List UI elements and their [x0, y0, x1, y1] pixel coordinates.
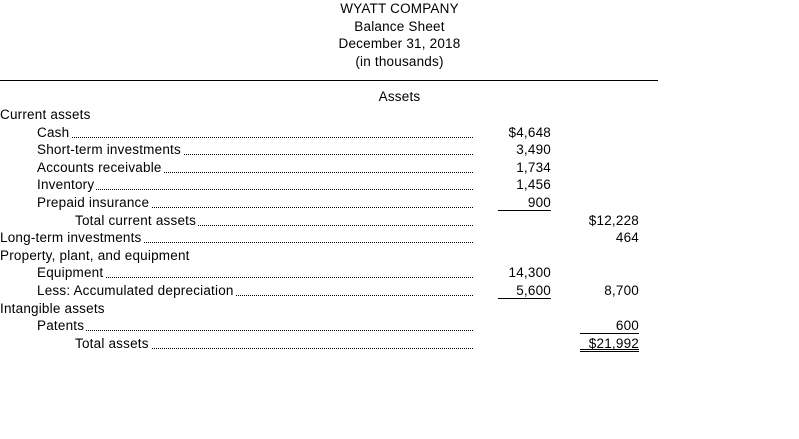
- amount-detail: 1,456: [516, 177, 551, 193]
- row-label: [0, 300, 460, 317]
- table-row: [0, 124, 660, 141]
- row-label: [37, 282, 473, 299]
- statement-units: (in thousands): [355, 54, 444, 69]
- table-row: [0, 300, 660, 317]
- row-label-text: Current assets: [0, 107, 91, 122]
- row-label: [37, 176, 473, 193]
- amount-detail: $4,648: [508, 124, 551, 140]
- row-label-text: Inventory: [37, 177, 95, 193]
- row-label: [0, 247, 460, 264]
- row-label: [37, 317, 473, 334]
- table-row: [0, 229, 660, 246]
- company-name: WYATT COMPANY: [340, 1, 459, 16]
- row-label: [37, 159, 473, 176]
- amount-total: 8,700: [604, 283, 639, 298]
- amount-total: $21,992: [580, 335, 639, 352]
- amount-detail: 900: [498, 194, 551, 211]
- table-row: [0, 141, 660, 158]
- amount-detail: 3,490: [516, 142, 551, 158]
- row-label: [37, 124, 473, 141]
- table-row: [0, 335, 660, 352]
- row-label-text: Accounts receivable: [37, 159, 162, 175]
- table-row: [0, 317, 660, 334]
- table-row: [0, 194, 660, 211]
- row-label: [37, 264, 473, 281]
- table-row: [0, 176, 660, 193]
- table-row: [0, 106, 660, 123]
- header-divider: [0, 80, 658, 81]
- row-label-text: Prepaid insurance: [37, 195, 150, 210]
- row-label-text: Less: Accumulated depreciation: [37, 283, 234, 298]
- amount-total: 600: [580, 317, 639, 334]
- table-row: [0, 282, 660, 299]
- section-title: Assets: [378, 89, 421, 104]
- table-row: [0, 212, 660, 229]
- row-label: [75, 335, 473, 352]
- amount-total: $12,228: [588, 212, 639, 228]
- row-label-text: Cash: [37, 124, 70, 140]
- row-label: [37, 194, 473, 211]
- row-label-text: Total assets: [75, 335, 149, 351]
- amount-detail: 1,734: [516, 159, 551, 175]
- row-label-text: Total current assets: [75, 212, 197, 228]
- table-row: [0, 159, 660, 176]
- row-label-text: Equipment: [37, 265, 104, 281]
- statement-title: Balance Sheet: [354, 19, 445, 34]
- amount-detail: 14,300: [508, 265, 551, 281]
- row-label-text: Intangible assets: [0, 300, 105, 316]
- amount-total: 464: [615, 230, 639, 246]
- row-label-text: Long-term investments: [0, 230, 142, 246]
- table-row: [0, 264, 660, 281]
- row-label: [75, 212, 473, 229]
- statement-date: December 31, 2018: [338, 36, 461, 51]
- row-label: [37, 141, 473, 158]
- row-label: [0, 106, 460, 123]
- table-row: [0, 247, 660, 264]
- row-label-text: Short-term investments: [37, 142, 181, 158]
- row-label: [0, 229, 473, 246]
- row-label-text: Property, plant, and equipment: [0, 247, 190, 263]
- amount-detail: 5,600: [498, 282, 551, 299]
- row-label-text: Patents: [37, 318, 85, 334]
